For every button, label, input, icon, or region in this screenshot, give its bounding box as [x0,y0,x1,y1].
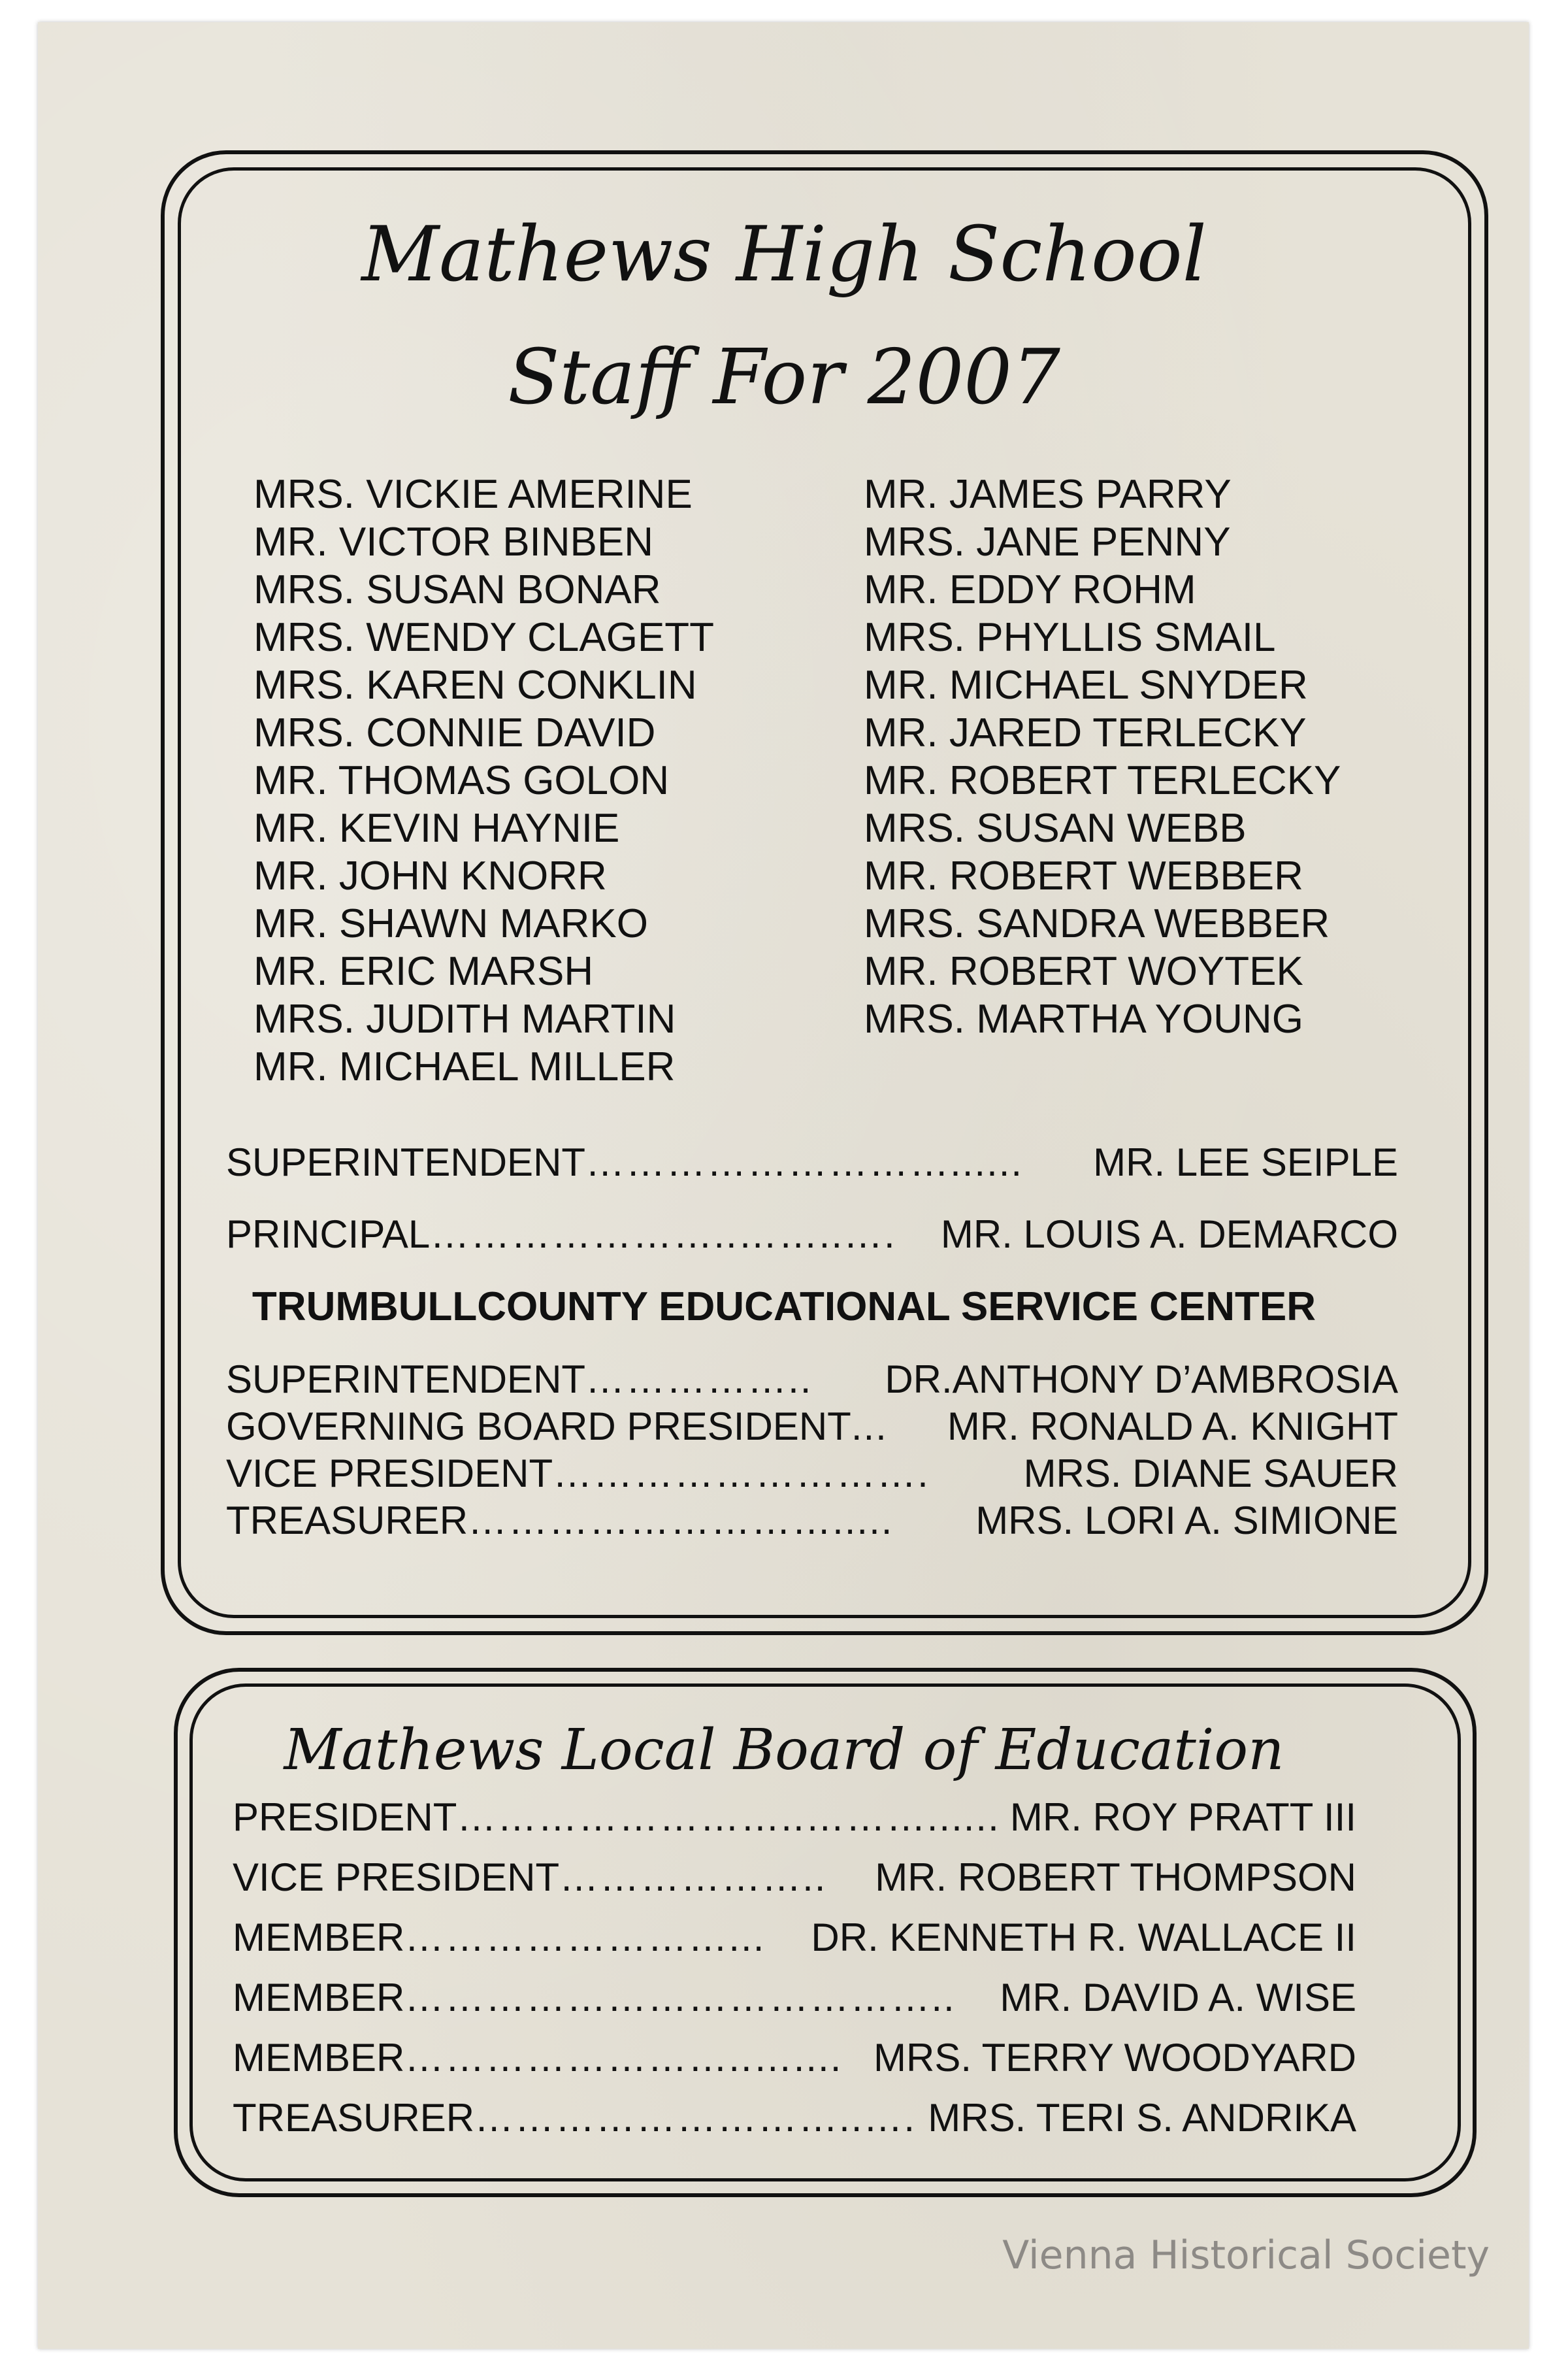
leader-dots: …………………..……..…. [430,1212,896,1256]
role-holder: MR. DAVID A. WISE [1000,1976,1356,2019]
role-holder: MRS. LORI A. SIMIONE [975,1499,1398,1542]
superintendent-row [226,1140,1398,1185]
staff-member: MRS. JUDITH MARTIN [253,997,676,1042]
role-label: SUPERINTENDENT [226,1357,586,1401]
role-holder: MR. LOUIS A. DEMARCO [940,1212,1398,1256]
staff-member: MR. KEVIN HAYNIE [253,806,620,851]
role-label: GOVERNING BOARD PRESIDENT [226,1404,851,1448]
staff-member: MR. SHAWN MARKO [253,901,648,946]
staff-member: MR. MICHAEL SNYDER [864,663,1308,708]
role-label: PRINCIPAL [226,1212,431,1256]
leader-dots: ……………………... [404,1915,766,1959]
staff-member: MRS. PHYLLIS SMAIL [864,615,1276,660]
staff-member: MR. ROBERT WEBBER [864,854,1303,899]
leader-dots: …………….. [585,1357,813,1401]
staff-member: MRS. SUSAN WEBB [864,806,1247,851]
board-member-row [233,1975,1356,2020]
staff-member: MRS. MARTHA YOUNG [864,997,1303,1042]
county-officer-row [226,1357,1398,1402]
staff-year-title: Staff For 2007 [508,333,1060,422]
role-holder: MR. ROY PRATT III [1009,1795,1356,1839]
staff-member: MR. ROBERT WOYTEK [864,949,1303,994]
board-member-row [233,1855,1356,1900]
staff-member: MRS. CONNIE DAVID [253,710,656,755]
leader-dots: ………………………………….. [404,1976,956,2019]
staff-list-right [864,471,1341,1043]
board-member-row [233,1795,1356,1840]
staff-member: MR. JOHN KNORR [253,854,607,899]
role-holder: DR.ANTHONY D’AMBROSIA [885,1357,1398,1401]
staff-member: MR. JAMES PARRY [864,472,1232,517]
staff-member: MRS. SANDRA WEBBER [864,901,1330,946]
role-holder: MRS. TERI S. ANDRIKA [928,2096,1356,2140]
leader-dots: ………………………..... [468,1499,894,1542]
watermark: Vienna Historical Society [1002,2232,1490,2278]
leader-dots: ... [851,1404,888,1448]
staff-member: MRS. WENDY CLAGETT [253,615,715,660]
staff-member: MR. MICHAEL MILLER [253,1044,676,1089]
principal-row [226,1212,1398,1257]
role-holder: MR. LEE SEIPLE [1093,1140,1398,1184]
role-label: PRESIDENT [233,1795,457,1839]
board-member-row [233,2035,1356,2080]
leader-dots: ………………………..…. [474,2096,917,2140]
staff-member: MR. JARED TERLECKY [864,710,1307,755]
leader-dots: ………………………...... [585,1140,1024,1184]
county-officer-row [226,1451,1398,1496]
role-label: TREASURER [233,2096,475,2140]
role-label: SUPERINTENDENT [226,1140,586,1184]
role-holder: MR. ROBERT THOMPSON [875,1855,1356,1899]
role-holder: DR. KENNETH R. WALLACE II [811,1915,1356,1959]
leader-dots: ……………………..….... [404,2036,843,2080]
role-label: MEMBER [233,2036,405,2080]
board-member-row [233,2095,1356,2140]
role-label: VICE PRESIDENT [226,1451,553,1495]
staff-member: MR. THOMAS GOLON [253,758,670,803]
leader-dots: ……………….. [559,1855,827,1899]
role-label: TREASURER [226,1499,468,1542]
leader-dots: ………………………. [553,1451,930,1495]
role-holder: MRS. DIANE SAUER [1023,1451,1398,1495]
staff-member: MRS. KAREN CONKLIN [253,663,697,708]
role-label: MEMBER [233,1976,405,2019]
board-title: Mathews Local Board of Education [284,1717,1284,1783]
board-member-row [233,1915,1356,1960]
role-label: MEMBER [233,1915,405,1959]
school-title: Mathews High School [361,210,1207,299]
county-officer-row [226,1404,1398,1449]
leader-dots: ……………………..………...... [457,1795,1000,1839]
staff-list-left [253,471,714,1091]
staff-member: MR. ROBERT TERLECKY [864,758,1341,803]
staff-member: MR. ERIC MARSH [253,949,594,994]
staff-member: MR. VICTOR BINBEN [253,520,654,565]
role-holder: MR. RONALD A. KNIGHT [947,1404,1398,1448]
role-label: VICE PRESIDENT [233,1855,560,1899]
staff-member: MRS. VICKIE AMERINE [253,472,693,517]
staff-member: MR. EDDY ROHM [864,567,1196,612]
county-heading: TRUMBULLCOUNTY EDUCATIONAL SERVICE CENTER [252,1284,1316,1329]
staff-member: MRS. SUSAN BONAR [253,567,661,612]
county-officer-row [226,1498,1398,1543]
role-holder: MRS. TERRY WOODYARD [874,2036,1356,2080]
staff-member: MRS. JANE PENNY [864,520,1231,565]
